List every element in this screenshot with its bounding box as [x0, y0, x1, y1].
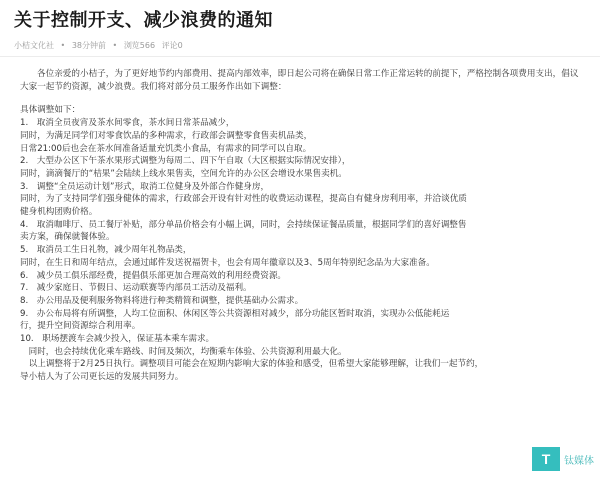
- body-line: 同时，为满足同学们对零食饮品的多种需求，行政部会调整零食售卖机品类，: [20, 130, 313, 141]
- comment-count[interactable]: 评论0: [161, 41, 183, 50]
- article-title: 关于控制开支、减少浪费的通知: [14, 10, 273, 31]
- body-line: 同时，滴滴餐厅的“桔果”会陆续上线水果售卖，空间允许的办公区会增设水果售卖机。: [20, 168, 347, 179]
- body-line: 2. 大型办公区下午茶水果形式调整为每周二、四下午自取（大区根据实际情况安排），: [20, 156, 351, 167]
- body-line: 3. 调整“全员运动计划”形式，取消工位健身及外部合作健身房，: [20, 181, 270, 192]
- view-count: 浏览566: [123, 41, 156, 50]
- body-line: 4. 取消咖啡厅、员工餐厅补贴，部分单品价格会有小幅上调，同时，会持续保证餐品质量，根据同学们的喜好调整售: [20, 219, 467, 230]
- watermark-text: 钛媒体: [564, 455, 594, 467]
- body-line: 同时，在生日和周年结点，会通过邮件发送祝福贺卡，也会有周年徽章以及3、5周年特别纪念品为大家准备。: [20, 257, 435, 268]
- body-line: 8. 办公用品及便利服务物料将进行种类精简和调整，提供基础办公需求。: [20, 295, 304, 306]
- post-time: 38分钟前: [71, 41, 106, 50]
- article-body: [20, 68, 586, 384]
- header-divider: [0, 56, 600, 57]
- body-line: 1. 取消全员夜宵及茶水间零食，茶水间日常茶品减少，: [20, 118, 235, 129]
- body-line: 5. 取消员工生日礼物，减少周年礼物品类，: [20, 245, 192, 256]
- meta-separator: •: [112, 41, 118, 50]
- author-link[interactable]: 小桔文化社: [14, 41, 54, 50]
- body-line: 同时，为了支持同学们强身健体的需求，行政部会开设有针对性的收费运动课程，提高自有健身房利用率，并洽谈优质: [20, 194, 467, 205]
- body-line: 以上调整将于2月25日执行。调整项目可能会在短期内影响大家的体验和感受，但希望大家能够理解，让我们一起节约，: [20, 359, 484, 370]
- body-line: 9. 办公布局将有所调整，人均工位面积、休闲区等公共资源相对减少，部分功能区暂时取消，实现办公低能耗运: [20, 308, 450, 319]
- intro-paragraph: 各位亲爱的小桔子，为了更好地节约内部费用、提高内部效率，即日起公司将在确保日常工作正常运转的前提下，严格控制各项费用支出，倡议大家一起节约资源，减少浪费。我们将对部分员工服务作出如下调整：: [20, 69, 579, 92]
- meta-separator: •: [60, 41, 66, 50]
- body-line: 卖方案，确保就餐体验。: [20, 232, 115, 243]
- body-line: 7. 减少家庭日、节假日、运动联赛等内部员工活动及福利。: [20, 283, 252, 294]
- article-meta: [14, 40, 187, 51]
- watermark: [532, 447, 594, 471]
- body-line: 行，提升空间资源综合利用率。: [20, 321, 141, 332]
- paragraph-gap: [20, 93, 586, 104]
- body-line: 6. 减少员工俱乐部经费，提倡俱乐部更加合理高效的利用经费资源。: [20, 270, 287, 281]
- body-line: 健身机构团购价格。: [20, 207, 98, 218]
- watermark-logo-icon: T: [532, 447, 560, 471]
- body-line: 导小桔人为了公司更长远的发展共同努力。: [20, 372, 184, 383]
- body-line: 同时，也会持续优化乘车路线、时间及频次，均衡乘车体验、公共资源利用最大化。: [20, 346, 347, 357]
- body-line: 日常21:00后也会在茶水间准备适量充饥类小食品，有需求的同学可以自取。: [20, 143, 312, 154]
- body-line: 具体调整如下：: [20, 105, 81, 116]
- body-line: 10. 职场摆渡车会减少投入，保证基本乘车需求。: [20, 334, 215, 345]
